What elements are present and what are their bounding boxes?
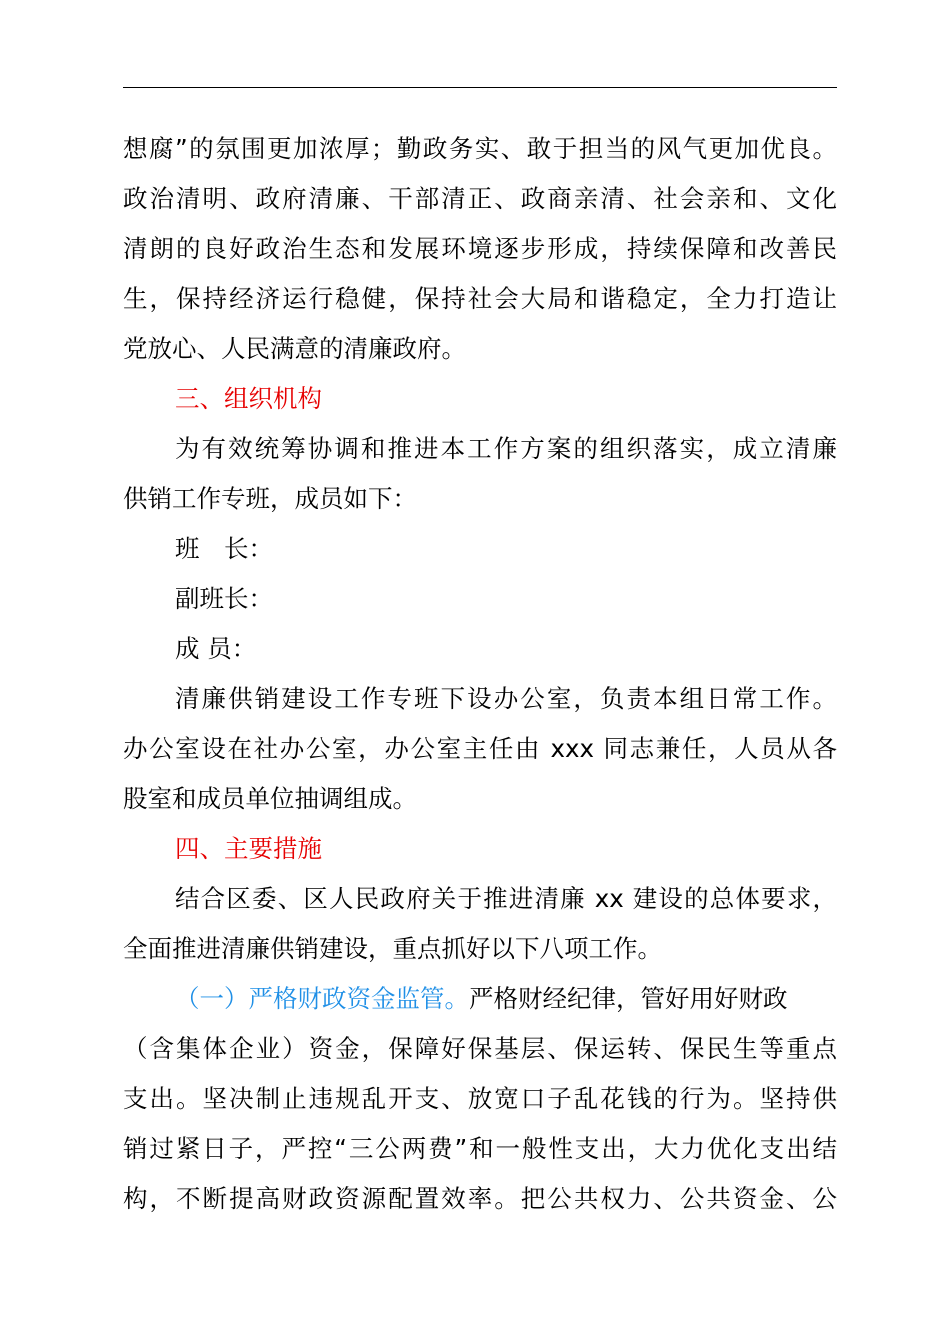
paragraph-line: 全面推进清廉供销建设，重点抓好以下八项工作。: [123, 934, 662, 963]
paragraph-line: （含集体企业）资金，保障好保基层、保运转、保民生等重点: [123, 1034, 837, 1063]
member-role-leader: 班 长：: [175, 534, 273, 563]
paragraph-line: 结合区委、区人民政府关于推进清廉 xx 建设的总体要求，: [175, 884, 837, 913]
paragraph-line: 想腐”的氛围更加浓厚；勤政务实、敢于担当的风气更加优良。: [123, 134, 837, 163]
paragraph-line: 清廉供销建设工作专班下设办公室，负责本组日常工作。: [175, 684, 837, 713]
paragraph-line: 供销工作专班，成员如下：: [123, 484, 417, 513]
paragraph-line: 生，保持经济运行稳健，保持社会大局和谐稳定，全力打造让: [123, 284, 837, 313]
subheading-fiscal-supervision: （一）严格财政资金监管。: [175, 984, 469, 1013]
document-body: [123, 124, 837, 1224]
member-role-deputy: 副班长：: [175, 584, 273, 613]
paragraph-line: 清朗的良好政治生态和发展环境逐步形成，持续保障和改善民: [123, 234, 837, 263]
paragraph-line: [123, 974, 837, 1024]
section-heading-measures: 四、主要措施: [175, 834, 322, 863]
paragraph-text: 严格财经纪律，管好用好财政: [469, 984, 788, 1013]
paragraph-line: 党放心、人民满意的清廉政府。: [123, 334, 466, 363]
paragraph-line: 支出。坚决制止违规乱开支、放宽口子乱花钱的行为。坚持供: [123, 1084, 837, 1113]
section-heading-organization: 三、组织机构: [175, 384, 322, 413]
paragraph-line: 销过紧日子，严控“三公两费”和一般性支出，大力优化支出结: [123, 1134, 837, 1163]
paragraph-line: 政治清明、政府清廉、干部清正、政商亲清、社会亲和、文化: [123, 184, 837, 213]
paragraph-line: 股室和成员单位抽调组成。: [123, 784, 417, 813]
paragraph-line: 办公室设在社办公室，办公室主任由 xxx 同志兼任，人员从各: [123, 734, 837, 763]
paragraph-line: 构，不断提高财政资源配置效率。把公共权力、公共资金、公: [123, 1184, 837, 1213]
member-role-members: 成 员：: [175, 634, 257, 663]
paragraph-line: 为有效统筹协调和推进本工作方案的组织落实，成立清廉: [175, 434, 837, 463]
header-rule: [123, 87, 837, 88]
